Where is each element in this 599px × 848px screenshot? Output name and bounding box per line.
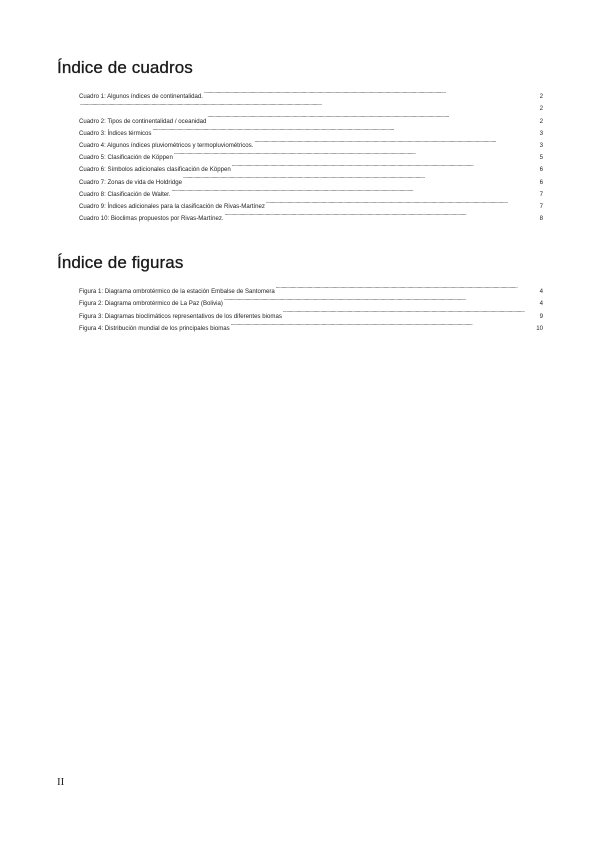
toc-entry-page: 9 — [539, 312, 543, 320]
figuras-index-heading: Índice de figuras — [57, 253, 184, 272]
toc-entry-label: Cuadro 9: Índices adicionales para la clasificación de Rivas-Martínez — [79, 202, 265, 210]
dot-leader — [283, 305, 539, 317]
toc-entry-page: 10 — [536, 324, 543, 332]
toc-entry-label: Cuadro 4: Algunos índices pluviométricos y termopluviométricos. — [79, 141, 254, 149]
toc-entry-page: 3 — [539, 129, 543, 137]
toc-entry-page: 8 — [539, 215, 543, 223]
toc-entry-page: 6 — [539, 178, 543, 186]
toc-entry-blank[interactable] — [79, 98, 543, 113]
toc-entry-label: Cuadro 6: Símbolos adicionales clasificación de Köppen — [79, 166, 231, 174]
dot-leader — [174, 147, 539, 159]
toc-entry-figura-1[interactable] — [79, 281, 543, 296]
toc-entry-page: 4 — [539, 288, 543, 296]
figuras-index-list — [79, 281, 543, 330]
toc-entry-label: Figura 4: Distribución mundial de los principales biomas — [79, 324, 230, 332]
dot-leader — [224, 293, 539, 305]
toc-entry-page: 3 — [539, 141, 543, 149]
dot-leader — [266, 196, 539, 208]
toc-entry-page: 2 — [539, 117, 543, 125]
dot-leader — [80, 98, 539, 110]
toc-entry-label: Cuadro 2: Tipos de continentalidad / oceanidad — [79, 117, 207, 125]
toc-entry-label: Cuadro 1: Algunos índices de continentalidad. — [79, 93, 203, 101]
toc-entry-page: 7 — [539, 190, 543, 198]
toc-entry-cuadro-2[interactable] — [79, 110, 543, 125]
dot-leader — [207, 110, 538, 122]
cuadros-index-list — [79, 86, 543, 223]
dot-leader — [276, 281, 539, 293]
toc-entry-cuadro-1[interactable] — [79, 86, 543, 101]
toc-entry-label: Cuadro 5: Clasificación de Köppen — [79, 154, 173, 162]
toc-entry-page: 5 — [539, 154, 543, 162]
dot-leader — [232, 159, 539, 171]
toc-entry-label: Figura 1: Diagrama ombrotérmico de la estación Embalse de Santomera — [79, 288, 275, 296]
dot-leader — [204, 86, 539, 98]
toc-entry-label: Cuadro 3: Índices térmicos — [79, 129, 152, 137]
toc-entry-page: 7 — [539, 202, 543, 210]
toc-entry-page: 4 — [539, 300, 543, 308]
toc-entry-label: Cuadro 10: Bioclimas propuestos por Rivas-Martínez. — [79, 215, 224, 223]
dot-leader — [183, 171, 539, 183]
toc-entry-page: 6 — [539, 166, 543, 174]
toc-entry-label: Cuadro 8: Clasificación de Walter. — [79, 190, 171, 198]
dot-leader — [225, 208, 539, 220]
toc-entry-label: Figura 2: Diagrama ombrotérmico de La Paz (Bolivia) — [79, 300, 223, 308]
dot-leader — [152, 123, 538, 135]
cuadros-index-heading: Índice de cuadros — [57, 58, 193, 77]
toc-entry-page: 2 — [539, 93, 543, 101]
toc-entry-label: Figura 3: Diagramas bioclimáticos representativos de los diferentes biomas — [79, 312, 282, 320]
dot-leader — [254, 135, 538, 147]
dot-leader — [172, 184, 539, 196]
toc-entry-label: Cuadro 7: Zonas de vida de Holdridge — [79, 178, 182, 186]
dot-leader — [231, 318, 535, 330]
toc-entry-page: 2 — [539, 105, 543, 113]
page-number: II — [57, 776, 65, 788]
